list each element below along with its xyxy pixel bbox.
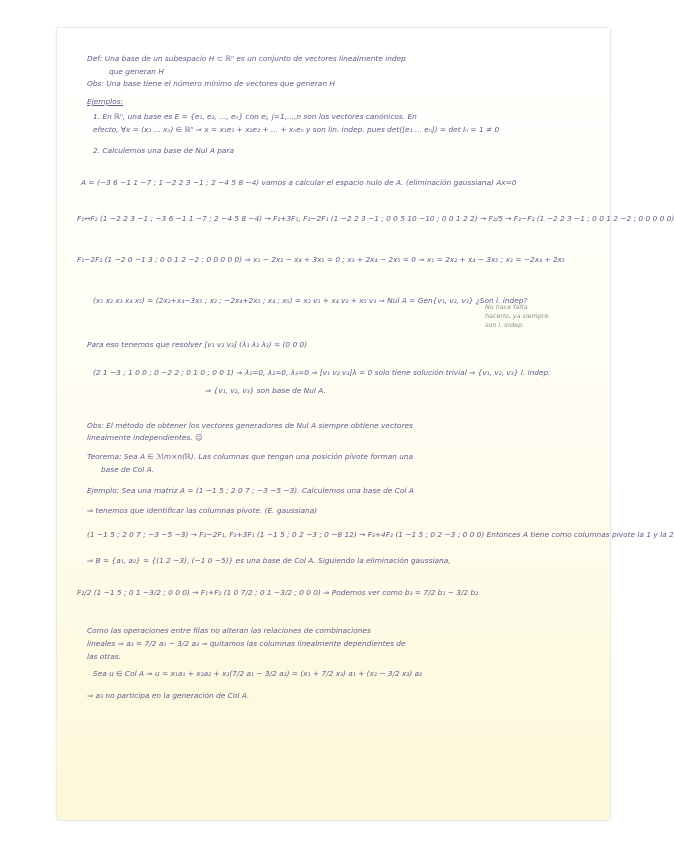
margin-note: No hace falta hacerlo, ya siempre son l. indep. bbox=[485, 303, 549, 329]
matrix-line: (2 1 −3 ; 1 0 0 ; 0 −2 2 ; 0 1 0 ; 0 0 1) ⇒ λ₁=0, λ₂=0, λ₃=0 ⇒ [v₁ v₂ v₃]λ = 0 solo tiene solución trivial ⇒ {v₁, v₂, v₃} l. indep. bbox=[93, 368, 551, 377]
matrix-line: F₁−2F₂ (1 −2 0 −1 3 ; 0 0 1 2 −2 ; 0 0 0 0 0) ⇒ x₁ − 2x₂ − x₄ + 3x₅ = 0 ; x₃ + 2x₄ − 2x₅ = 0 ⇒ x₁ = 2x₂ + x₄ − 3x₅ ; x₃ = −2x₄ + 2x₅ bbox=[77, 255, 565, 264]
observation-line: linealmente independientes. ☺ bbox=[87, 433, 203, 442]
example-line: efecto, ∀x = (x₁ ... xₙ) ∈ ℝⁿ ⇒ x = x₁e₁ + x₂e₂ + ... + xₙeₙ y son lin. indep. pues det([e₁ ... eₙ]) = det Iₙ = 1 ≠ 0 bbox=[93, 125, 500, 134]
definition-line: Def: Una base de un subespacio H ⊂ ℝⁿ es un conjunto de vectores linealmente indep bbox=[87, 54, 406, 63]
text-line: ⇒ a₃ no participa en la generación de Col A. bbox=[87, 691, 250, 700]
matrix-line: F₁↔F₂ (1 −2 2 3 −1 ; −3 6 −1 1 −7 ; 2 −4 5 8 −4) → F₂+3F₁, F₃−2F₁ (1 −2 2 3 −1 ; 0 0 5 10 −10 ; 0 0 1 2 2) → F₂/5 → F₃−F₂ (1 −2 2 3 −1 ; 0 0 1 2 −2 ; 0 0 0 0 0) bbox=[77, 214, 674, 223]
theorem-line: Teorema: Sea A ∈ ℳm×n(ℝ). Las columnas que tengan una posición pivote forman una bbox=[87, 452, 414, 461]
theorem-line: base de Col A. bbox=[101, 465, 155, 474]
matrix-line: (1 −1 5 ; 2 0 7 ; −3 −5 −3) → F₂−2F₁, F₃+3F₁ (1 −1 5 ; 0 2 −3 ; 0 −8 12) → F₃+4F₂ (1 −1 5 ; 0 2 −3 ; 0 0 0) Entonces A tiene como columnas pivote la 1 y la 2 bbox=[87, 530, 674, 539]
text-line: las otras. bbox=[87, 652, 121, 661]
text-line: ⇒ tenemos que identificar las columnas pivote. (E. gaussiana) bbox=[87, 506, 318, 515]
observation-line: Obs: El método de obtener los vectores generadores de Nul A siempre obtiene vectores bbox=[87, 421, 413, 430]
solution-line: (x₁ x₂ x₃ x₄ x₅) = (2x₂+x₄−3x₅ ; x₂ ; −2x₄+2x₅ ; x₄ ; x₅) = x₂ v₁ + x₄ v₂ + x₅ v₃ ⇒ Nul A = Gen{v₁, v₂, v₃} ¿Son l. indep? bbox=[93, 296, 528, 305]
matrix-line: F₂/2 (1 −1 5 ; 0 1 −3/2 ; 0 0 0) → F₁+F₂ (1 0 7/2 ; 0 1 −3/2 ; 0 0 0) ⇒ Podemos ver como b₃ = 7/2 b₁ − 3/2 b₂ bbox=[77, 588, 479, 597]
definition-line: que generan H bbox=[109, 67, 164, 76]
example-line: 2. Calculemos una base de Nul A para bbox=[93, 146, 235, 155]
examples-heading: Ejemplos: bbox=[87, 97, 124, 106]
example-line: 1. En ℝⁿ, una base es E = {e₁, e₂, ..., eₙ} con eⱼ, j=1,...,n son los vectores canónicos. En bbox=[93, 112, 417, 121]
example-line: Ejemplo: Sea una matriz A = (1 −1 5 ; 2 0 7 ; −3 −5 −3). Calculemos una base de Col A bbox=[87, 486, 414, 495]
text-line: ⇒ B = {a₁, a₂} = {(1 2 −3), (−1 0 −5)} es una base de Col A. Siguiendo la eliminación gaussiana, bbox=[87, 556, 451, 565]
observation-line: Obs: Una base tiene el número mínimo de vectores que generan H bbox=[87, 79, 335, 88]
text-line: Como las operaciones entre filas no alteran las relaciones de combinaciones bbox=[87, 626, 371, 635]
notebook-page bbox=[57, 28, 674, 820]
matrix-line: A = (−3 6 −1 1 −7 ; 1 −2 2 3 −1 ; 2 −4 5 8 −4) vamos a calcular el espacio nulo de A. (eliminación gaussiana) Ax=0 bbox=[81, 178, 517, 187]
text-line: ⇒ {v₁, v₂, v₃} son base de Nul A. bbox=[205, 386, 326, 395]
text-line: Para eso tenemos que resolver [v₁ v₂ v₃] (λ₁ λ₂ λ₃) = (0 0 0) bbox=[87, 340, 308, 349]
text-line: lineales ⇒ a₃ = 7/2 a₁ − 3/2 a₂ ⇒ quitamos las columnas linealmente dependientes de bbox=[87, 639, 406, 648]
text-line: Sea u ∈ Col A ⇒ u = x₁a₁ + x₂a₂ + x₃(7/2 a₁ − 3/2 a₂) = (x₁ + 7/2 x₃) a₁ + (x₂ − 3/2 x₃) a₂ bbox=[93, 669, 423, 678]
